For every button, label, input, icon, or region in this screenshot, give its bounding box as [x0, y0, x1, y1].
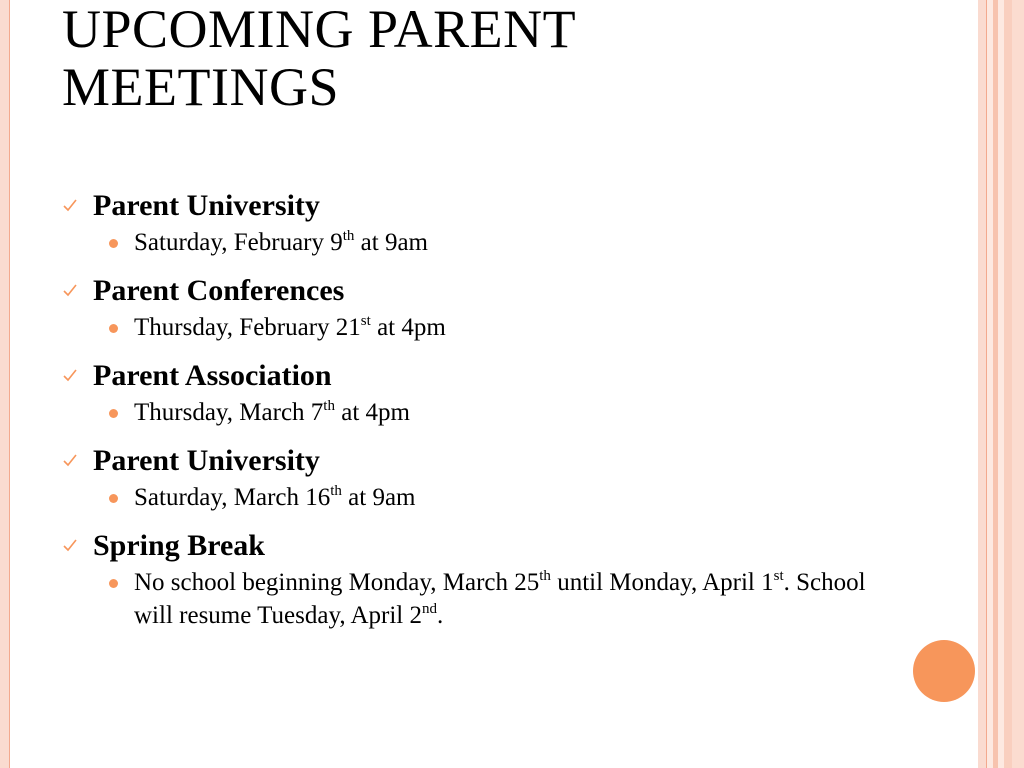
orange-circle	[913, 640, 975, 702]
check-icon	[62, 367, 78, 383]
detail-list	[62, 566, 902, 632]
meeting-heading	[62, 441, 902, 481]
title-line: UPCOMING PARENT	[62, 0, 577, 59]
title-line: MEETINGS	[62, 57, 339, 117]
bullet-dot-icon	[109, 324, 118, 333]
bullet-dot-icon	[109, 409, 118, 418]
detail-list	[62, 226, 902, 259]
detail-suffix: th	[323, 397, 335, 414]
detail-text: Saturday, February 9	[134, 229, 343, 256]
right-stripe	[1012, 0, 1024, 768]
list-item	[62, 356, 902, 429]
check-icon	[62, 282, 78, 298]
meeting-detail	[62, 311, 902, 344]
meeting-heading-label: Parent Conferences	[93, 274, 345, 307]
detail-list	[62, 311, 902, 344]
detail-text: at 9am	[341, 484, 416, 511]
check-icon	[62, 537, 78, 553]
bullet-dot-icon	[109, 239, 118, 248]
detail-text: at 4pm	[370, 314, 446, 341]
detail-text: No school beginning Monday, March 25	[134, 569, 540, 596]
list-item	[62, 271, 902, 344]
meeting-heading-label: Parent Association	[93, 359, 332, 392]
detail-text: at 4pm	[334, 399, 410, 426]
bullet-dot-icon	[109, 579, 118, 588]
list-item	[62, 526, 902, 632]
detail-text: . School will resume Tuesday, April 2	[134, 569, 866, 629]
detail-list	[62, 481, 902, 514]
meeting-heading-label: Parent University	[93, 444, 320, 477]
meeting-heading-label: Spring Break	[93, 529, 265, 562]
meeting-heading	[62, 526, 902, 566]
detail-text: until Monday, April 1	[550, 569, 774, 596]
list-item	[62, 186, 902, 259]
meeting-detail	[62, 396, 902, 429]
right-stripe	[1004, 0, 1012, 768]
detail-list	[62, 396, 902, 429]
page-title	[62, 0, 962, 116]
check-icon	[62, 452, 78, 468]
detail-suffix: st	[360, 312, 371, 329]
detail-text: Thursday, March 7	[134, 399, 324, 426]
meeting-heading	[62, 356, 902, 396]
detail-suffix: st	[773, 567, 784, 584]
detail-suffix: th	[330, 482, 342, 499]
detail-suffix: th	[342, 227, 355, 244]
meeting-detail	[62, 226, 902, 259]
meeting-list	[62, 186, 902, 644]
meeting-heading-label: Parent University	[93, 189, 320, 222]
detail-text: Thursday, February 21	[134, 314, 361, 341]
detail-text: at 9am	[354, 229, 429, 256]
meeting-detail	[62, 481, 902, 514]
meeting-heading	[62, 271, 902, 311]
bullet-dot-icon	[109, 494, 118, 503]
detail-text: Saturday, March 16	[134, 484, 331, 511]
list-item	[62, 441, 902, 514]
detail-text: .	[436, 602, 444, 629]
detail-suffix: nd	[421, 600, 437, 617]
detail-suffix: th	[539, 567, 551, 584]
meeting-detail	[62, 566, 904, 632]
right-stripe	[978, 0, 986, 768]
meeting-heading	[62, 186, 902, 226]
check-icon	[62, 197, 78, 213]
